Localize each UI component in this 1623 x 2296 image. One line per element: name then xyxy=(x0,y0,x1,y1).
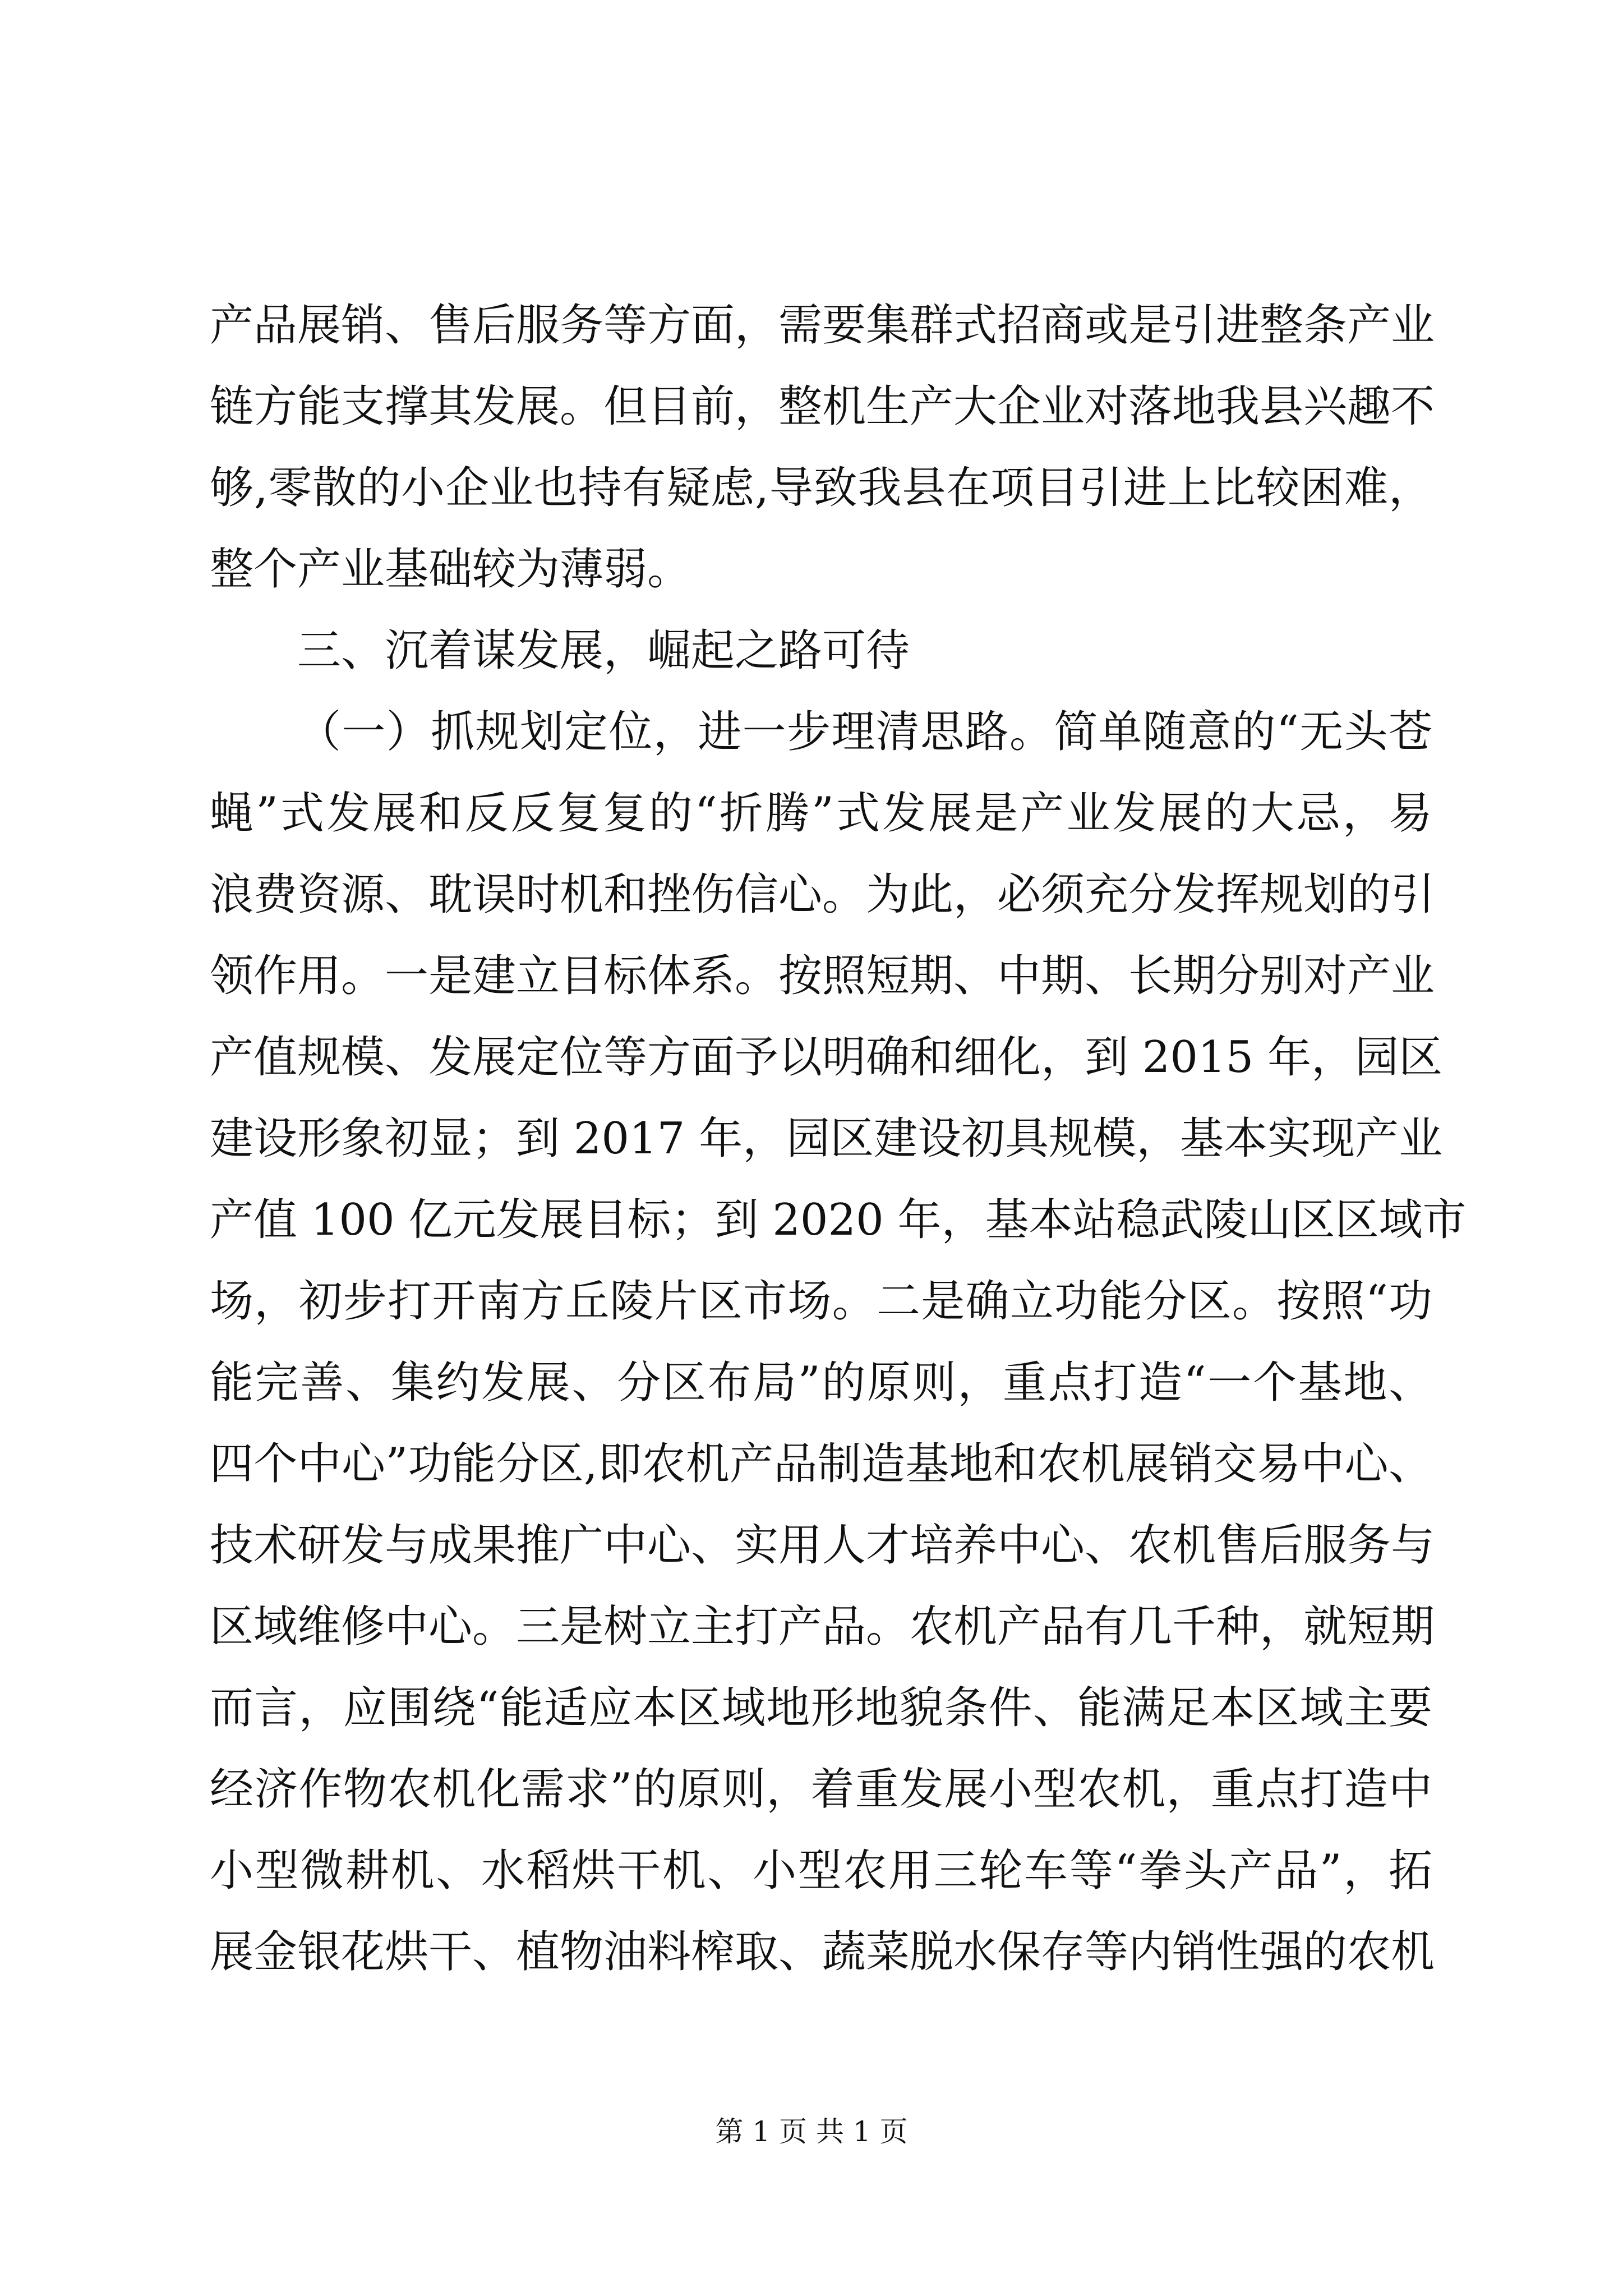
body-text-line: 经济作物农机化需求”的原则，着重发展小型农机，重点打造中 xyxy=(210,1764,1432,1815)
body-text-line: 链方能支撑其发展。但目前，整机生产大企业对落地我县兴趣不 xyxy=(210,381,1435,432)
body-text-line: 而言，应围绕“能适应本区域地形地貌条件、能满足本区域主要 xyxy=(210,1683,1432,1733)
body-text-line: 整个产业基础较为薄弱。 xyxy=(210,544,691,595)
body-text-line: 场，初步打开南方丘陵片区市场。二是确立功能分区。按照“功 xyxy=(210,1276,1432,1327)
section-heading: 三、沉着谋发展，崛起之路可待 xyxy=(297,625,910,676)
body-text-line: 技术研发与成果推广中心、实用人才培养中心、农机售后服务与 xyxy=(210,1520,1435,1571)
body-text-line: 产值规模、发展定位等方面予以明确和细化，到 2015 年，园区 xyxy=(210,1032,1443,1083)
body-text-line: 产值 100 亿元发展目标；到 2020 年，基本站稳武陵山区区域市 xyxy=(210,1195,1467,1245)
paragraph-first-line: （一）抓规划定位，进一步理清思路。简单随意的“无头苍 xyxy=(297,707,1432,757)
body-text-line: 产品展销、售后服务等方面，需要集群式招商或是引进整条产业 xyxy=(210,300,1435,351)
body-text-line: 蝇”式发展和反反复复的“折腾”式发展是产业发展的大忌，易 xyxy=(210,788,1432,839)
body-text-line: 四个中心”功能分区,即农机产品制造基地和农机展销交易中心、 xyxy=(210,1439,1432,1489)
body-text-line: 能完善、集约发展、分区布局”的原则，重点打造“一个基地、 xyxy=(210,1358,1432,1408)
body-text-line: 建设形象初显；到 2017 年，园区建设初具规模，基本实现产业 xyxy=(210,1114,1443,1164)
body-text-line: 领作用。一是建立目标体系。按照短期、中期、长期分别对产业 xyxy=(210,951,1435,1001)
page-number-footer: 第 1 页 共 1 页 xyxy=(715,2115,908,2148)
body-text-line: 区域维修中心。三是树立主打产品。农机产品有几千种，就短期 xyxy=(210,1602,1435,1652)
body-text-line: 够,零散的小企业也持有疑虑,导致我县在项目引进上比较困难， xyxy=(210,463,1432,513)
body-text-line: 浪费资源、耽误时机和挫伤信心。为此，必须充分发挥规划的引 xyxy=(210,869,1435,920)
body-text-line: 展金银花烘干、植物油料榨取、蔬菜脱水保存等内销性强的农机 xyxy=(210,1927,1435,1977)
body-text-line: 小型微耕机、水稻烘干机、小型农用三轮车等“拳头产品”，拓 xyxy=(210,1846,1432,1896)
